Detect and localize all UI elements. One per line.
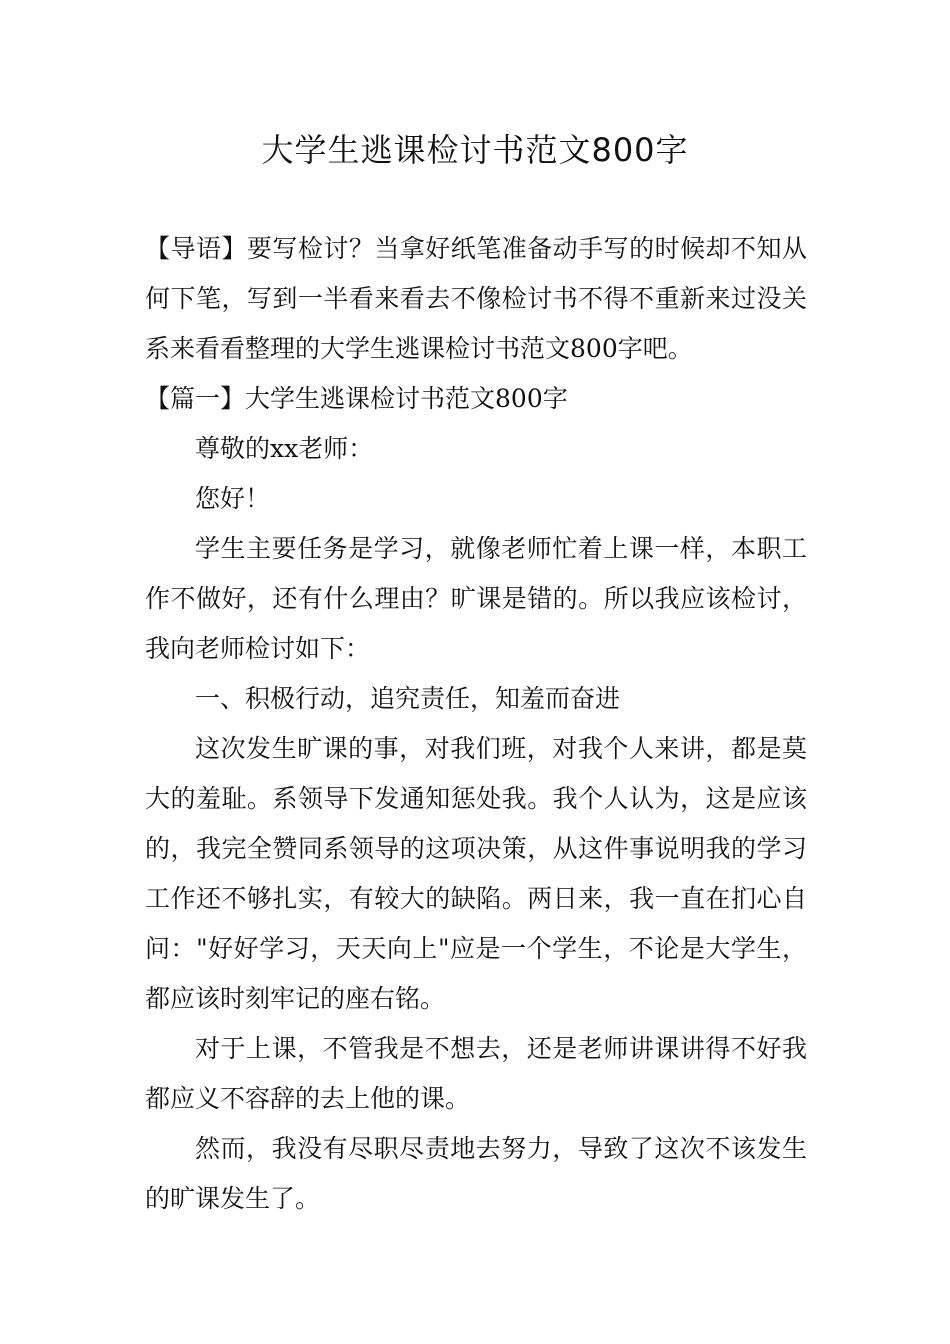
document-body: [145, 224, 807, 1224]
body-paragraph: 这次发生旷课的事，对我们班，对我个人来讲，都是莫大的羞耻。系领导下发通知惩处我。我个人认为，这是应该的，我完全赞同系领导的这项决策，从这件事说明我的学习工作还不够扎实，有较大的缺陷。两日来，我一直在扪心自问："好好学习，天天向上"应是一个学生，不论是大学生，都应该时刻牢记的座右铭。: [145, 734, 807, 1013]
document-title: 大学生逃课检讨书范文800字: [261, 131, 689, 169]
section-heading: 【篇一】大学生逃课检讨书范文800字: [145, 384, 568, 413]
body-paragraph: 学生主要任务是学习，就像老师忙着上课一样，本职工作不做好，还有什么理由？旷课是错的。所以我应该检讨，我向老师检讨如下：: [145, 534, 807, 663]
intro-paragraph: 【导语】要写检讨？当拿好纸笔准备动手写的时候却不知从何下笔，写到一半看来看去不像检讨书不得不重新来过没关系来看看整理的大学生逃课检讨书范文800字吧。: [145, 234, 807, 363]
greeting: 您好！: [195, 484, 271, 513]
salutation: 尊敬的xx老师：: [195, 434, 374, 463]
subheading: 一、积极行动，追究责任，知羞而奋进: [195, 684, 621, 713]
body-paragraph: 然而，我没有尽职尽责地去努力，导致了这次不该发生的旷课发生了。: [145, 1134, 807, 1213]
body-paragraph: 对于上课，不管我是不想去，还是老师讲课讲得不好我都应义不容辞的去上他的课。: [145, 1034, 807, 1113]
